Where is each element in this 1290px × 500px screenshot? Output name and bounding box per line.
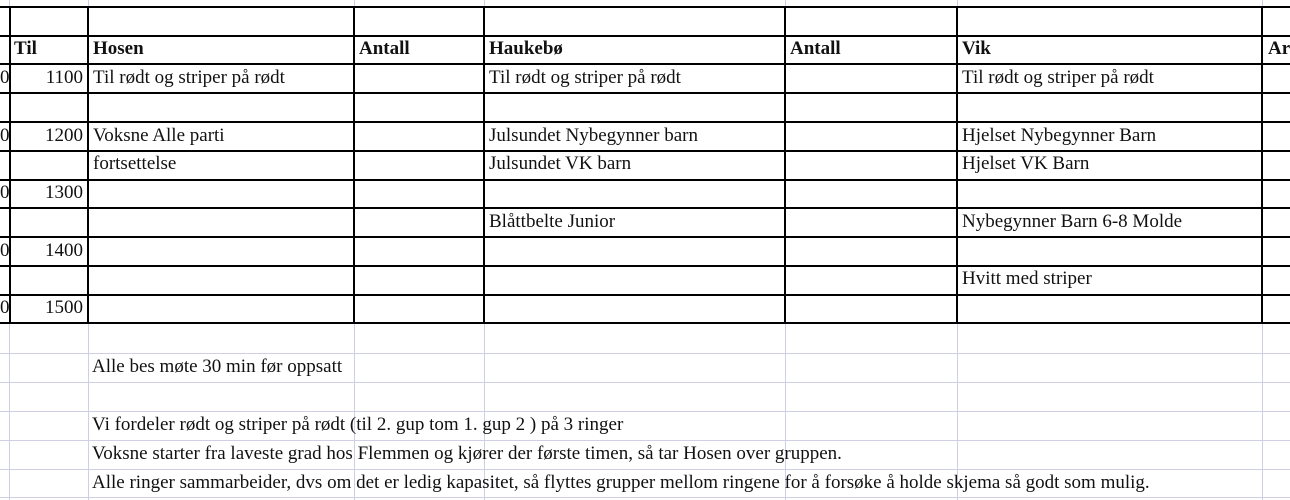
header-til[interactable]: Til bbox=[14, 38, 37, 59]
table-border bbox=[956, 6, 958, 324]
table-border bbox=[9, 6, 11, 324]
cell-fra[interactable]: 0 bbox=[0, 67, 10, 88]
cell-vik[interactable] bbox=[962, 179, 1257, 207]
cell-fra[interactable] bbox=[0, 265, 8, 293]
cell-fra[interactable]: 0 bbox=[0, 182, 10, 203]
header-hosen[interactable]: Hosen bbox=[93, 38, 144, 59]
cell-vik[interactable] bbox=[962, 294, 1257, 322]
table-border bbox=[1261, 6, 1263, 324]
cell-antall-haukebo[interactable] bbox=[790, 265, 950, 293]
cell-antall-hosen[interactable] bbox=[359, 237, 479, 265]
cell-hosen[interactable]: Til rødt og striper på rødt bbox=[93, 67, 285, 88]
cell-antall-hosen[interactable] bbox=[359, 64, 479, 92]
cell-vik[interactable] bbox=[962, 237, 1257, 265]
note-line[interactable]: Alle ringer sammarbeider, dvs om det er ledig kapasitet, så flyttes grupper mellom ringene for å forsøke å holde skjema så godt som mulig. bbox=[92, 472, 1150, 493]
cell-til[interactable]: 1300 bbox=[45, 182, 83, 203]
cell-til[interactable] bbox=[12, 265, 83, 293]
cell-fra[interactable] bbox=[0, 208, 8, 236]
table-border bbox=[87, 6, 89, 324]
cell-antall-haukebo[interactable] bbox=[790, 208, 950, 236]
cell-fra[interactable]: 0 bbox=[0, 125, 10, 146]
cell-fra[interactable] bbox=[0, 150, 8, 178]
cell-antall-haukebo[interactable] bbox=[790, 122, 950, 150]
cell-vik[interactable]: Hjelset Nybegynner Barn bbox=[962, 125, 1157, 146]
cell-antall-haukebo[interactable] bbox=[790, 294, 950, 322]
cell-vik[interactable]: Nybegynner Barn 6-8 Molde bbox=[962, 211, 1183, 232]
cell-hosen[interactable]: fortsettelse bbox=[93, 153, 177, 174]
note-line[interactable]: Vi fordeler rødt og striper på rødt (til 2. gup tom 1. gup 2 ) på 3 ringer bbox=[92, 414, 624, 435]
cell-fra[interactable]: 0 bbox=[0, 297, 10, 318]
cell-til[interactable]: 1400 bbox=[45, 240, 83, 261]
header-antall-hosen[interactable]: Antall bbox=[359, 38, 410, 59]
cell-haukebo[interactable]: Blåttbelte Junior bbox=[489, 211, 616, 232]
cell-antall-haukebo[interactable] bbox=[790, 179, 950, 207]
cell-antall-haukebo[interactable] bbox=[790, 64, 950, 92]
header-vik[interactable]: Vik bbox=[962, 38, 991, 59]
header-antall-vik[interactable]: Ar bbox=[1268, 38, 1290, 59]
table-border bbox=[353, 6, 355, 324]
table-border bbox=[784, 6, 786, 324]
cell-til[interactable] bbox=[12, 150, 83, 178]
cell-fra[interactable] bbox=[0, 93, 8, 121]
note-line[interactable]: Voksne starter fra laveste grad hos Flemmen og kjører der første timen, så tar Hosen over gruppen. bbox=[92, 443, 842, 464]
cell-til[interactable]: 1500 bbox=[45, 297, 83, 318]
cell-antall-hosen[interactable] bbox=[359, 93, 479, 121]
cell-antall-hosen[interactable] bbox=[359, 265, 479, 293]
cell-haukebo[interactable] bbox=[489, 265, 779, 293]
cell-fra[interactable]: 0 bbox=[0, 240, 10, 261]
cell-hosen[interactable] bbox=[93, 208, 348, 236]
cell-haukebo[interactable] bbox=[489, 93, 779, 121]
cell-hosen[interactable] bbox=[93, 265, 348, 293]
cell-hosen[interactable]: Voksne Alle parti bbox=[93, 125, 225, 146]
table-border bbox=[0, 6, 1290, 8]
cell-antall-hosen[interactable] bbox=[359, 179, 479, 207]
cell-hosen[interactable] bbox=[93, 237, 348, 265]
cell-antall-hosen[interactable] bbox=[359, 208, 479, 236]
cell-til[interactable]: 1100 bbox=[45, 67, 83, 88]
cell-antall-hosen[interactable] bbox=[359, 150, 479, 178]
header-antall-haukebo[interactable]: Antall bbox=[790, 38, 841, 59]
cell-til[interactable] bbox=[12, 208, 83, 236]
cell-vik[interactable]: Til rødt og striper på rødt bbox=[962, 67, 1154, 88]
cell-haukebo[interactable]: Julsundet Nybegynner barn bbox=[489, 125, 698, 146]
cell-haukebo[interactable] bbox=[489, 179, 779, 207]
cell-hosen[interactable] bbox=[93, 294, 348, 322]
gridline bbox=[0, 382, 1290, 383]
header-haukebo[interactable]: Haukebø bbox=[489, 38, 563, 59]
cell-haukebo[interactable]: Til rødt og striper på rødt bbox=[489, 67, 681, 88]
cell-antall-haukebo[interactable] bbox=[790, 150, 950, 178]
cell-haukebo[interactable] bbox=[489, 237, 779, 265]
cell-antall-haukebo[interactable] bbox=[790, 237, 950, 265]
cell-til[interactable]: 1200 bbox=[45, 125, 83, 146]
cell-antall-hosen[interactable] bbox=[359, 122, 479, 150]
table-border bbox=[483, 6, 485, 324]
cell-antall-hosen[interactable] bbox=[359, 294, 479, 322]
table-border bbox=[0, 322, 1290, 324]
cell-vik[interactable]: Hjelset VK Barn bbox=[962, 153, 1090, 174]
cell-hosen[interactable] bbox=[93, 179, 348, 207]
cell-til[interactable] bbox=[12, 93, 83, 121]
cell-antall-haukebo[interactable] bbox=[790, 93, 950, 121]
cell-haukebo[interactable] bbox=[489, 294, 779, 322]
note-line[interactable]: Alle bes møte 30 min før oppsatt bbox=[92, 356, 343, 377]
cell-vik[interactable]: Hvitt med striper bbox=[962, 268, 1092, 289]
cell-hosen[interactable] bbox=[93, 93, 348, 121]
cell-haukebo[interactable]: Julsundet VK barn bbox=[489, 153, 632, 174]
cell-vik[interactable] bbox=[962, 93, 1257, 121]
gridline bbox=[0, 497, 1290, 498]
